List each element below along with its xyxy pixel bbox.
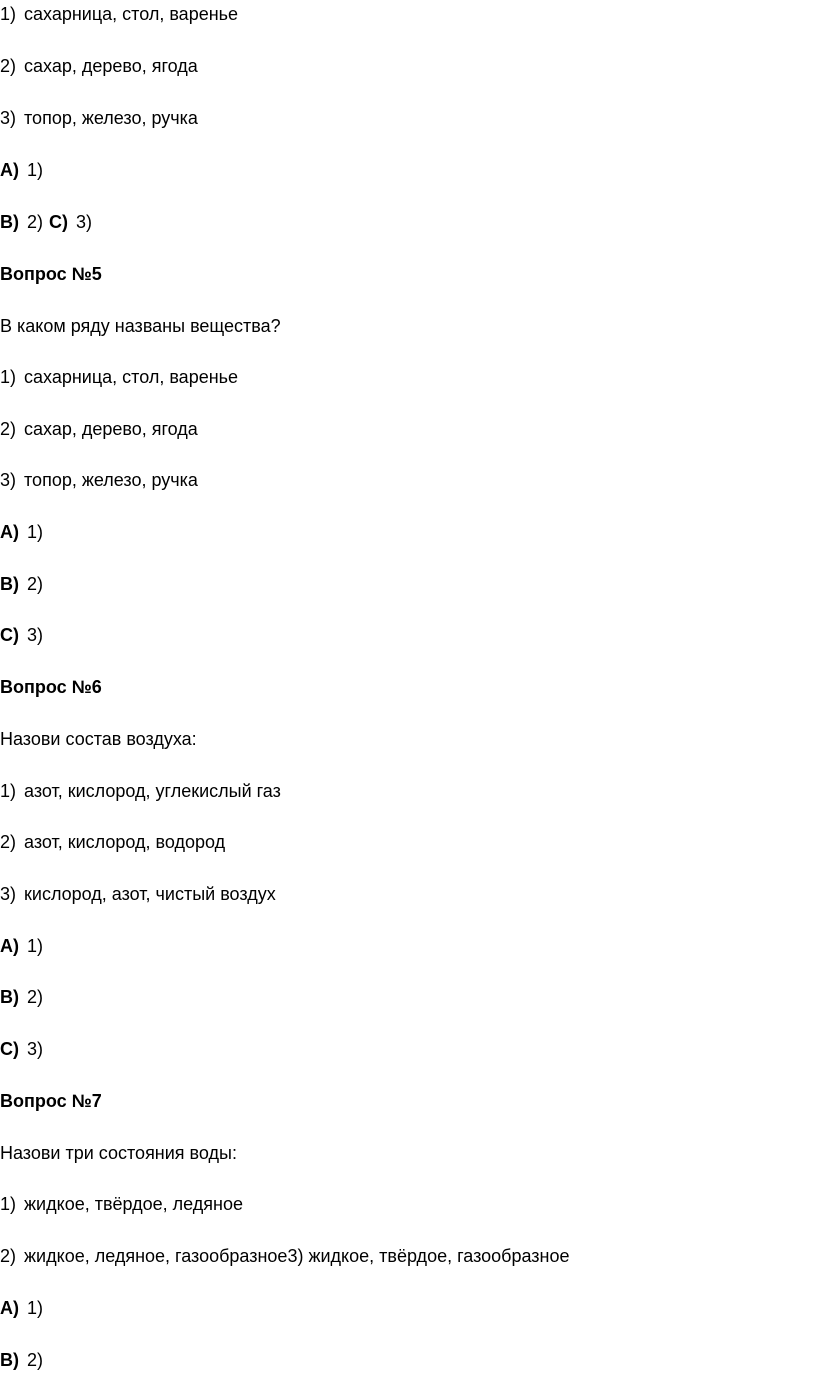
option-text: топор, железо, ручка bbox=[24, 108, 198, 128]
answer-letter: B) bbox=[0, 212, 19, 232]
option-number: 2) bbox=[0, 419, 17, 439]
option-number: 3) bbox=[0, 470, 17, 490]
answer-value: 2) bbox=[27, 1350, 44, 1370]
question-text: В каком ряду названы вещества? bbox=[0, 316, 281, 336]
answer-line bbox=[0, 157, 49, 183]
answer-letter: C) bbox=[0, 625, 19, 645]
option-line bbox=[0, 1243, 569, 1269]
option-line bbox=[0, 53, 198, 79]
option-line bbox=[0, 416, 198, 442]
answer-line bbox=[0, 519, 49, 545]
answer-line bbox=[0, 933, 49, 959]
answer-value: 1) bbox=[27, 1298, 44, 1318]
option-line bbox=[0, 364, 238, 390]
answer-line bbox=[0, 1036, 49, 1062]
answer-value: 1) bbox=[27, 522, 44, 542]
question-text: Назови три состояния воды: bbox=[0, 1143, 237, 1163]
answer-line bbox=[0, 1347, 49, 1373]
answer-letter: C) bbox=[0, 1039, 19, 1059]
option-line bbox=[0, 105, 198, 131]
option-text: сахарница, стол, варенье bbox=[24, 4, 239, 24]
option-text: жидкое, твёрдое, ледяное bbox=[24, 1194, 243, 1214]
option-text: жидкое, ледяное, газообразное3) жидкое, твёрдое, газообразное bbox=[24, 1246, 570, 1266]
answer-line bbox=[0, 984, 49, 1010]
option-number: 2) bbox=[0, 1246, 17, 1266]
answer-value: 2) bbox=[27, 987, 44, 1007]
option-number: 1) bbox=[0, 781, 17, 801]
option-number: 1) bbox=[0, 367, 17, 387]
option-text: топор, железо, ручка bbox=[24, 470, 198, 490]
option-text: кислород, азот, чистый воздух bbox=[24, 884, 276, 904]
answer-line bbox=[0, 571, 49, 597]
answer-value: 3) bbox=[27, 1039, 44, 1059]
answer-value: 2) bbox=[27, 574, 44, 594]
answer-value: 3) bbox=[27, 625, 44, 645]
option-text: сахар, дерево, ягода bbox=[24, 56, 198, 76]
answer-value: 1) bbox=[27, 160, 44, 180]
option-line bbox=[0, 881, 276, 907]
answer-letter: A) bbox=[0, 160, 19, 180]
option-number: 1) bbox=[0, 1194, 17, 1214]
answer-value: 2) bbox=[27, 212, 44, 232]
option-text: азот, кислород, водород bbox=[24, 832, 226, 852]
option-text: сахар, дерево, ягода bbox=[24, 419, 198, 439]
question-title: Вопрос №7 bbox=[0, 1091, 102, 1111]
answer-letter: A) bbox=[0, 522, 19, 542]
option-line bbox=[0, 1191, 243, 1217]
answer-line bbox=[0, 209, 98, 235]
answer-letter: C) bbox=[49, 212, 69, 232]
option-number: 2) bbox=[0, 56, 17, 76]
answer-line bbox=[0, 1295, 49, 1321]
option-text: азот, кислород, углекислый газ bbox=[24, 781, 281, 801]
answer-letter: B) bbox=[0, 574, 19, 594]
answer-value: 3) bbox=[76, 212, 93, 232]
question-title: Вопрос №5 bbox=[0, 264, 102, 284]
answer-letter: A) bbox=[0, 936, 19, 956]
answer-letter: B) bbox=[0, 1350, 19, 1370]
answer-value: 1) bbox=[27, 936, 44, 956]
option-number: 3) bbox=[0, 884, 17, 904]
question-title: Вопрос №6 bbox=[0, 677, 102, 697]
option-line bbox=[0, 1, 238, 27]
option-number: 3) bbox=[0, 108, 17, 128]
answer-letter: B) bbox=[0, 987, 19, 1007]
question-text: Назови состав воздуха: bbox=[0, 729, 197, 749]
option-line bbox=[0, 778, 281, 804]
answer-letter: A) bbox=[0, 1298, 19, 1318]
option-line bbox=[0, 829, 225, 855]
answer-line bbox=[0, 622, 49, 648]
option-text: сахарница, стол, варенье bbox=[24, 367, 239, 387]
option-line bbox=[0, 467, 198, 493]
option-number: 1) bbox=[0, 4, 17, 24]
option-number: 2) bbox=[0, 832, 17, 852]
